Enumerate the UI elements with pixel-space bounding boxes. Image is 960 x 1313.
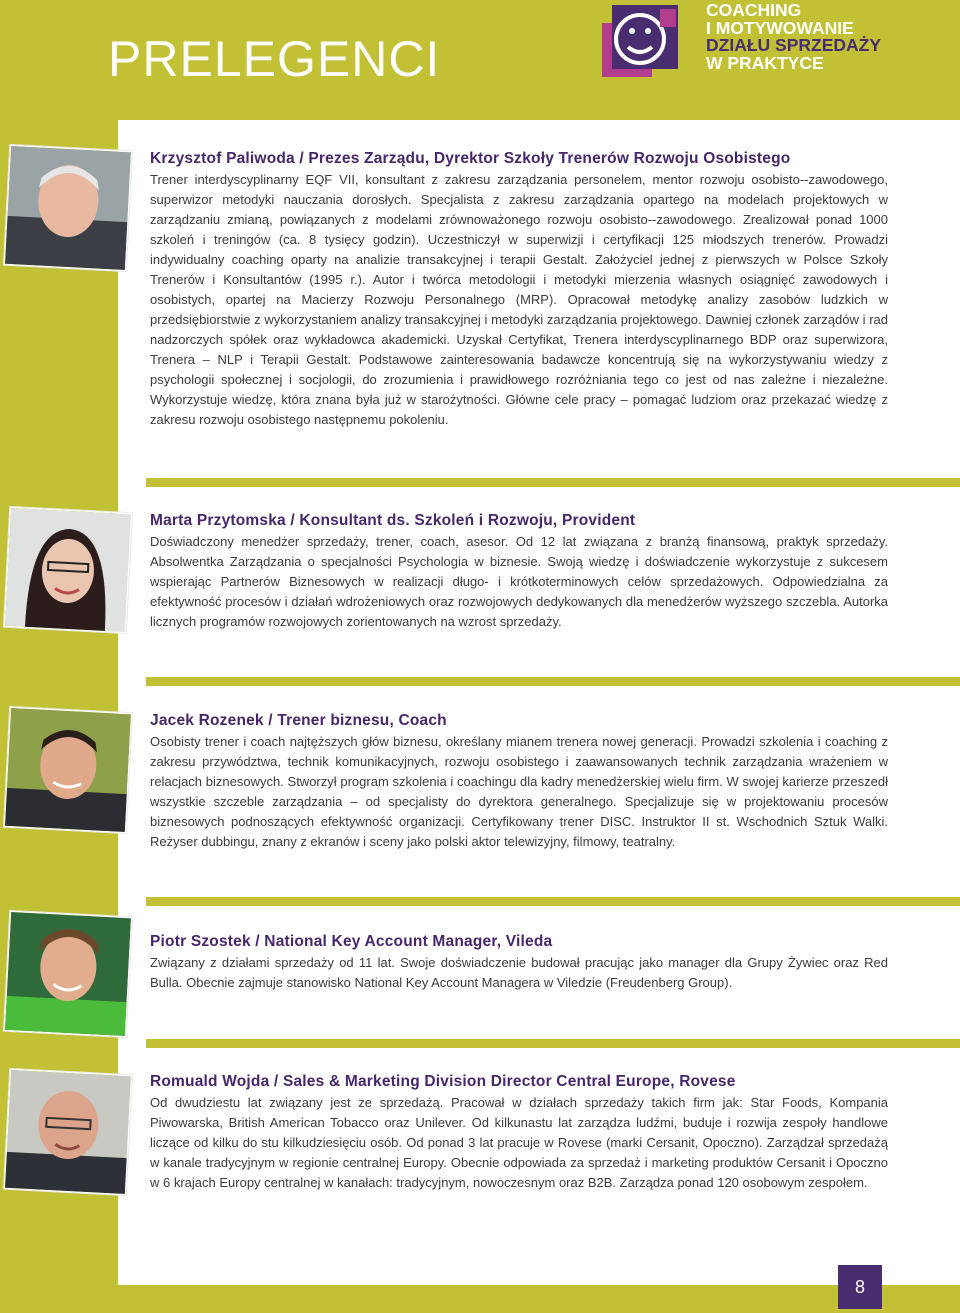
logo-line-2: I MOTYWOWANIE	[706, 17, 854, 38]
page-number: 8	[838, 1265, 882, 1309]
speaker-name: Romuald Wojda / Sales & Marketing Division Director Central Europe, Rovese	[150, 1073, 736, 1090]
section-divider	[146, 478, 960, 487]
speaker-bio: Osobisty trener i coach najtęższych głów biznesu, określany mianem trenera nowej generacji. Prowadzi szkolenia i coaching z zakresu przywództwa, technik komunikacyjnych, rozwoju osobistego i zaawansowanych technik zarządzania wrażeniem w relacjach biznesowych. Stworzył program szkolenia i coachingu dla kadry menedżerskiej wielu firm. W swojej karierze przeszedł wszystkie szczeble zarządzania – od specjalisty do dyrektora generalnego. Specjalizuje się w projektowaniu procesów biznesowych podnoszących efektywność organizacji. Certyfikowany trener DISC. Instruktor II st. Wschodnich Sztuk Walki. Reżyser dubbingu, znany z ekranów i sceny jako polski aktor telewizyjny, filmowy, teatralny.	[150, 734, 888, 849]
speaker-entry	[150, 712, 888, 852]
speaker-photo	[4, 1069, 132, 1195]
speaker-entry	[150, 933, 888, 993]
logo-line-1: COACHING	[706, 0, 802, 20]
section-divider	[146, 897, 960, 906]
speaker-bio: Doświadczony menedżer sprzedaży, trener, coach, asesor. Od 12 lat związana z branżą finansową, praktyk sprzedaży. Absolwentka Zarządzania o specjalności Psychologia w biznesie. Swoją wiedzę i doświadczenie wykorzystuje z sukcesem wspierając Partnerów Biznesowych w realizacji długo- i krótkoterminowych celów sprzedażowych. Odpowiedzialna za efektywność procesów i działań wdrożeniowych oraz rozwojowych dedykowanych dla menedżerów wyższego szczebla. Autorka licznych programów rozwojowych zorientowanych na wzrost sprzedaży.	[150, 534, 888, 629]
speaker-name: Marta Przytomska / Konsultant ds. Szkoleń i Rozwoju, Provident	[150, 512, 636, 529]
speaker-name: Jacek Rozenek / Trener biznesu, Coach	[150, 712, 447, 729]
logo-line-3: DZIAŁU SPRZEDAŻY	[706, 35, 881, 55]
speaker-photo	[4, 507, 132, 633]
section-divider	[146, 1039, 960, 1048]
brand-logo	[600, 3, 680, 79]
speaker-entry	[150, 150, 888, 430]
speaker-photo	[4, 145, 132, 271]
logo-line-4: W PRAKTYCE	[706, 52, 824, 73]
speaker-photo	[4, 707, 132, 833]
speaker-name: Piotr Szostek / National Key Account Manager, Vileda	[150, 933, 553, 950]
speaker-bio: Od dwudziestu lat związany jest ze sprzedażą. Pracował w działach sprzedaży takich firm jak: Star Foods, Kompania Piwowarska, British American Tobacco oraz Unilever. Od kilkunastu lat zarządza ludźmi, buduje i rozwija zespoły handlowe liczące od kilku do stu kilkudziesięciu osób. Od ponad 3 lat pracuje w Rovese (marki Cersanit, Opoczno). Zarządzał sprzedażą w kanale tradycyjnym w regionie centralnej Europy. Obecnie odpowiada za sprzedaż i marketing produktów Cersanit i Opoczno w 6 krajach Europy centralnej w kanałach: tradycyjnym, nowoczesnym oraz B2B. Zarządza ponad 120 osobowym zespołem.	[150, 1095, 888, 1190]
page-title: PRELEGENCI	[108, 31, 441, 87]
speaker-entry	[150, 1073, 888, 1193]
speaker-name: Krzysztof Paliwoda / Prezes Zarządu, Dyrektor Szkoły Trenerów Rozwoju Osobistego	[150, 150, 791, 167]
logo-text	[706, 2, 881, 72]
speaker-bio: Trener interdyscyplinarny EQF VII, konsultant z zakresu zarządzania personelem, mentor rozwoju osobisto--zawodowego, superwizor metodyki nauczania dorosłych. Specjalista z zakresu zarządzania opartego na modelach projektowych w zarządzaniu zmianą, powiązanych z modelami zrównoważonego rozwoju osobisto--zawodowego. Zrealizował ponad 1000 szkoleń i treningów (ca. 8 tysięcy godzin). Uczestniczył w superwizji i certyfikacji 125 młodszych trenerów. Prowadzi indywidualny coaching oparty na analizie transakcyjnej i terapii Gestalt. Założyciel jednej z pierwszych w Polsce Szkoły Trenerów i Konsultantów (1995 r.). Autor i twórca metodologii i metodyki mierzenia własnych osiągnięć zawodowych i osobistych, opartej na Macierzy Rozwoju Personalnego (MRP). Opracował metodykę analizy zasobów ludzkich w przedsiębiorstwie z wykorzystaniem analizy transakcyjnej i metodyki zarządzania projektowego. Dawniej członek zarządów i rad nadzorczych spółek oraz wykładowca akademicki. Uzyskał Certyfikat, Trenera interdyscyplinarnego BDP oraz superwizora, Trenera – NLP i Terapii Gestalt. Podstawowe zainteresowania badawcze koncentrują się na wykorzystywaniu wiedzy z psychologii społecznej i socjologii, do zrozumienia i prawidłowego rozróżniania tego co jest od nas zależne i niezależne. Wykorzystuje wiedzę, która znana była już w starożytności. Główne cele pracy – pomagać ludziom oraz przekazać wiedzę z zakresu rozwoju osobistego następnemu pokoleniu.	[150, 172, 888, 427]
section-divider	[146, 677, 960, 686]
speaker-entry	[150, 512, 888, 632]
speaker-photo	[4, 911, 132, 1037]
speaker-bio: Związany z działami sprzedaży od 11 lat. Swoje doświadczenie budował pracując jako manager dla Grupy Żywiec oraz Red Bulla. Obecnie zajmuje stanowisko National Key Account Managera w Viledzie (Freudenberg Group).	[150, 955, 888, 990]
